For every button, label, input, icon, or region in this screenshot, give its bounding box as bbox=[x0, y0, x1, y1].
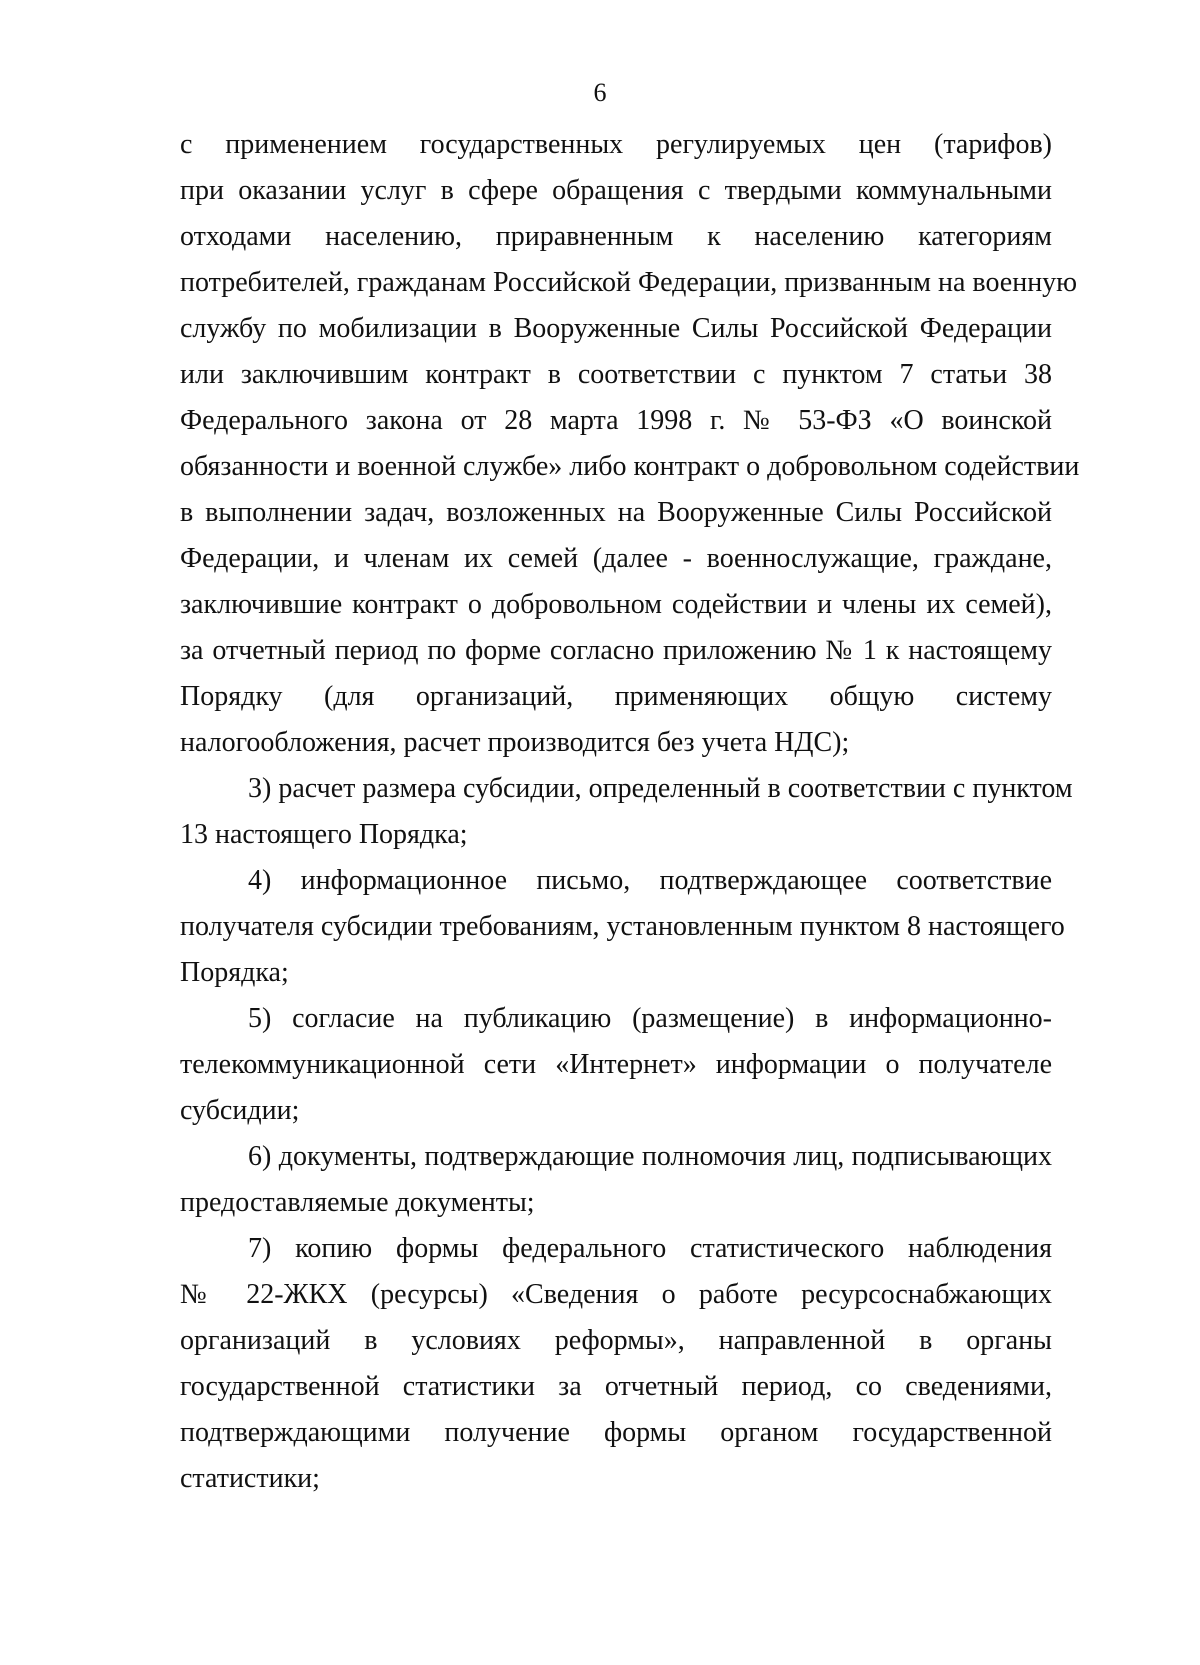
text-line: телекоммуникационной сети «Интернет» информации о получателе bbox=[180, 1049, 1052, 1080]
text-line: предоставляемые документы; bbox=[180, 1187, 535, 1218]
text-line: Порядка; bbox=[180, 957, 289, 988]
text-line: или заключившим контракт в соответствии с пунктом 7 статьи 38 bbox=[180, 359, 1052, 390]
text-line: потребителей, гражданам Российской Федерации, призванным на военную bbox=[180, 267, 1078, 298]
text-line: 13 настоящего Порядка; bbox=[180, 819, 468, 850]
list-item-3: 3) расчет размера субсидии, определенный в соответствии с пунктом bbox=[248, 773, 1073, 804]
text-line: налогообложения, расчет производится без учета НДС); bbox=[180, 727, 850, 758]
text-line: в выполнении задач, возложенных на Вооруженные Силы Российской bbox=[180, 497, 1052, 528]
text-line: подтверждающими получение формы органом государственной bbox=[180, 1417, 1052, 1448]
text-line: Федерального закона от 28 марта 1998 г. № 53-ФЗ «О воинской bbox=[180, 405, 1052, 436]
list-item-5: 5) согласие на публикацию (размещение) в информационно- bbox=[248, 1003, 1052, 1034]
text-line: получателя субсидии требованиям, установленным пунктом 8 настоящего bbox=[180, 911, 1065, 942]
text-line: за отчетный период по форме согласно приложению № 1 к настоящему bbox=[180, 635, 1052, 666]
text-line: № 22-ЖКХ (ресурсы) «Сведения о работе ресурсоснабжающих bbox=[180, 1279, 1052, 1310]
text-line: при оказании услуг в сфере обращения с твердыми коммунальными bbox=[180, 175, 1052, 206]
list-item-6: 6) документы, подтверждающие полномочия лиц, подписывающих bbox=[248, 1141, 1052, 1172]
text-line: службу по мобилизации в Вооруженные Силы Российской Федерации bbox=[180, 313, 1052, 344]
text-line: отходами населению, приравненным к населению категориям bbox=[180, 221, 1052, 252]
text-line: государственной статистики за отчетный период, со сведениями, bbox=[180, 1371, 1052, 1402]
text-line: субсидии; bbox=[180, 1095, 300, 1126]
text-line: заключившие контракт о добровольном содействии и члены их семей), bbox=[180, 589, 1052, 620]
list-item-4: 4) информационное письмо, подтверждающее соответствие bbox=[248, 865, 1052, 896]
text-line: обязанности и военной службе» либо контракт о добровольном содействии bbox=[180, 451, 1080, 482]
text-line: организаций в условиях реформы», направленной в органы bbox=[180, 1325, 1052, 1356]
page-number: 6 bbox=[593, 78, 607, 107]
text-line: с применением государственных регулируемых цен (тарифов) bbox=[180, 129, 1052, 160]
text-line: Федерации, и членам их семей (далее - военнослужащие, граждане, bbox=[180, 543, 1052, 574]
text-line: статистики; bbox=[180, 1463, 320, 1494]
text-line: Порядку (для организаций, применяющих общую систему bbox=[180, 681, 1052, 712]
list-item-7: 7) копию формы федерального статистического наблюдения bbox=[248, 1233, 1052, 1264]
